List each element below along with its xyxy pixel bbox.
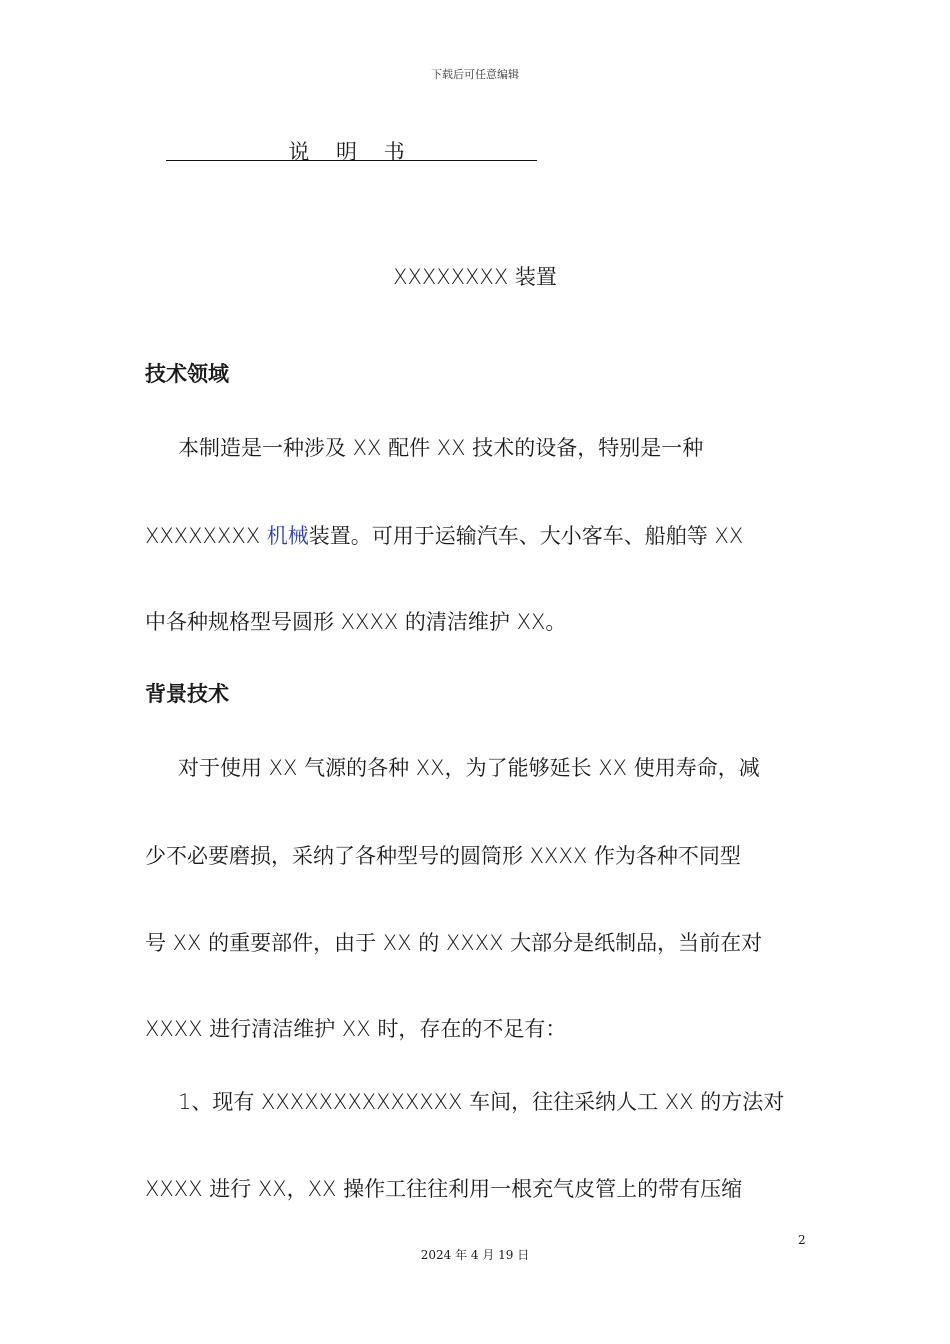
- paragraph-text: 号 XX 的重要部件，由于 XX 的 XXXX 大部分是纸制品，当前在对: [145, 931, 763, 955]
- document-title: 说 明 书: [288, 140, 415, 164]
- paragraph-line: [145, 606, 807, 636]
- paragraph-line: [145, 1013, 807, 1043]
- paragraph-text: [145, 520, 743, 550]
- paragraph-text: XXXX 进行清洁维护 XX 时，存在的不足有：: [145, 1017, 567, 1041]
- paragraph-line: [178, 432, 807, 462]
- paragraph-text: 本制造是一种涉及 XX 配件 XX 技术的设备，特别是一种: [178, 436, 704, 460]
- paragraph-line: [145, 840, 807, 870]
- paragraph-text-segment: XXXXXXXX: [145, 524, 267, 548]
- device-name: XXXXXXXX 装置: [393, 265, 557, 289]
- paragraph-text: 中各种规格型号圆形 XXXX 的清洁维护 XX。: [145, 610, 567, 634]
- section-heading-tech-field: 技术领域: [145, 362, 229, 386]
- paragraph-line: [145, 520, 807, 550]
- machinery-link[interactable]: 机械: [266, 524, 309, 548]
- list-item-line: [145, 1173, 807, 1203]
- paragraph-text: 少不必要磨损，采纳了各种型号的圆筒形 XXXX 作为各种不同型: [145, 844, 741, 868]
- paragraph-text-segment: 装置。可用于运输汽车、大小客车、船舶等 XX: [308, 524, 744, 548]
- title-underline: [166, 160, 537, 161]
- paragraph-line: [145, 927, 807, 957]
- page-number: 2: [798, 1233, 806, 1247]
- header-note: 下载后可任意编辑: [431, 68, 519, 81]
- section-heading-background: 背景技术: [145, 682, 229, 706]
- list-item-text: XXXX 进行 XX，XX 操作工往往利用一根充气皮管上的带有压缩: [145, 1177, 743, 1201]
- footer-date: 2024 年 4 月 19 日: [420, 1248, 530, 1262]
- list-item-line: [178, 1086, 807, 1116]
- paragraph-text: 对于使用 XX 气源的各种 XX，为了能够延长 XX 使用寿命，减: [178, 756, 760, 780]
- paragraph-line: [178, 752, 807, 782]
- list-item-text: 1、现有 XXXXXXXXXXXXXX 车间，往往采纳人工 XX 的方法对: [178, 1090, 785, 1114]
